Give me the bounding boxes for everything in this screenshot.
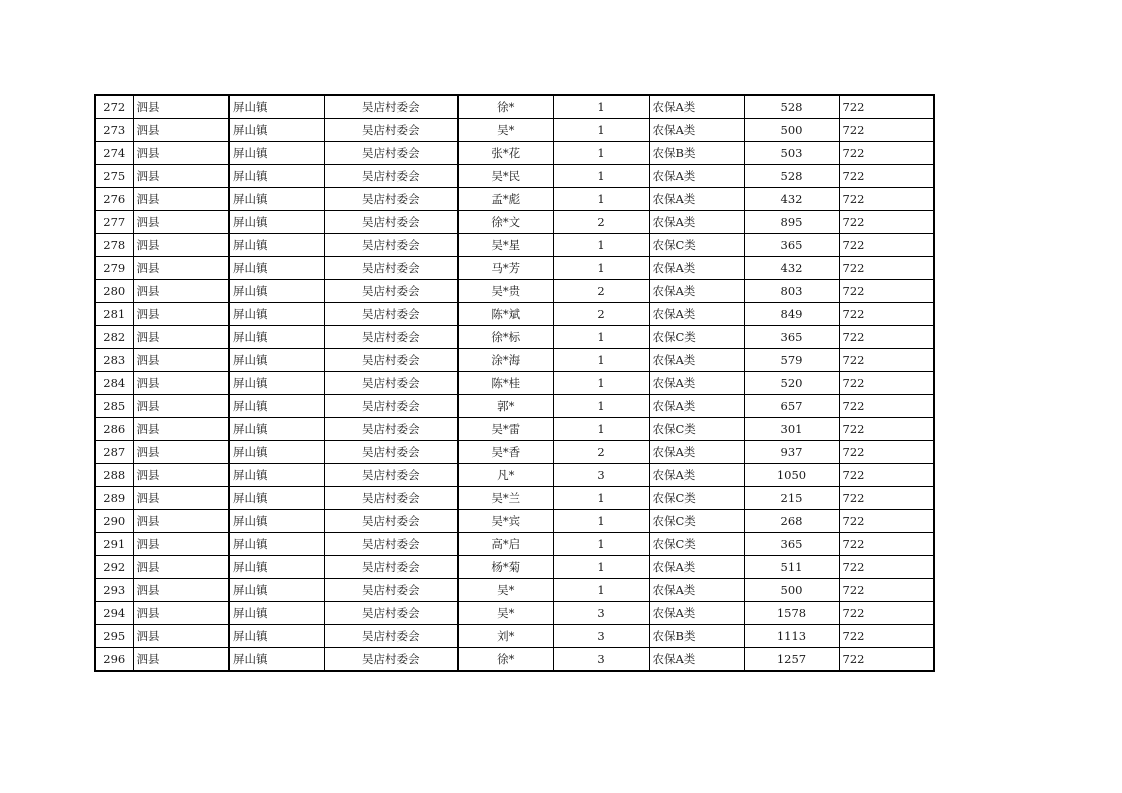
code-cell: 722 — [839, 188, 934, 211]
insurance-type-cell: 农保C类 — [649, 510, 744, 533]
amount-cell: 215 — [744, 487, 839, 510]
code-cell: 722 — [839, 464, 934, 487]
village-committee-cell: 吴店村委会 — [324, 349, 458, 372]
town-cell: 屏山镇 — [229, 188, 324, 211]
code-cell: 722 — [839, 579, 934, 602]
table-row — [95, 349, 934, 372]
name-cell: 吴*民 — [458, 165, 553, 188]
county-cell: 泗县 — [133, 211, 229, 234]
code-cell: 722 — [839, 165, 934, 188]
amount-cell: 365 — [744, 234, 839, 257]
village-committee-cell: 吴店村委会 — [324, 625, 458, 648]
row-number-cell: 286 — [95, 418, 133, 441]
county-cell: 泗县 — [133, 510, 229, 533]
insurance-type-cell: 农保A类 — [649, 579, 744, 602]
amount-cell: 1257 — [744, 648, 839, 672]
insurance-type-cell: 农保A类 — [649, 257, 744, 280]
row-number-cell: 290 — [95, 510, 133, 533]
household-size-cell: 1 — [553, 487, 649, 510]
name-cell: 凡* — [458, 464, 553, 487]
name-cell: 吴*雷 — [458, 418, 553, 441]
name-cell: 吴* — [458, 579, 553, 602]
amount-cell: 528 — [744, 165, 839, 188]
household-size-cell: 3 — [553, 464, 649, 487]
village-committee-cell: 吴店村委会 — [324, 464, 458, 487]
code-cell: 722 — [839, 257, 934, 280]
amount-cell: 268 — [744, 510, 839, 533]
insurance-type-cell: 农保A类 — [649, 211, 744, 234]
county-cell: 泗县 — [133, 349, 229, 372]
town-cell: 屏山镇 — [229, 280, 324, 303]
county-cell: 泗县 — [133, 95, 229, 119]
name-cell: 张*花 — [458, 142, 553, 165]
insurance-type-cell: 农保A类 — [649, 648, 744, 672]
town-cell: 屏山镇 — [229, 303, 324, 326]
code-cell: 722 — [839, 303, 934, 326]
county-cell: 泗县 — [133, 165, 229, 188]
village-committee-cell: 吴店村委会 — [324, 211, 458, 234]
name-cell: 徐* — [458, 95, 553, 119]
household-size-cell: 1 — [553, 142, 649, 165]
row-number-cell: 293 — [95, 579, 133, 602]
village-committee-cell: 吴店村委会 — [324, 510, 458, 533]
row-number-cell: 276 — [95, 188, 133, 211]
county-cell: 泗县 — [133, 372, 229, 395]
household-size-cell: 1 — [553, 234, 649, 257]
town-cell: 屏山镇 — [229, 579, 324, 602]
table-row — [95, 188, 934, 211]
household-size-cell: 1 — [553, 257, 649, 280]
amount-cell: 500 — [744, 579, 839, 602]
town-cell: 屏山镇 — [229, 349, 324, 372]
table-row — [95, 579, 934, 602]
table-row — [95, 280, 934, 303]
county-cell: 泗县 — [133, 533, 229, 556]
town-cell: 屏山镇 — [229, 165, 324, 188]
village-committee-cell: 吴店村委会 — [324, 95, 458, 119]
table-row — [95, 441, 934, 464]
table-body — [95, 95, 934, 671]
county-cell: 泗县 — [133, 280, 229, 303]
insurance-type-cell: 农保A类 — [649, 349, 744, 372]
town-cell: 屏山镇 — [229, 602, 324, 625]
insurance-type-cell: 农保C类 — [649, 533, 744, 556]
name-cell: 吴*香 — [458, 441, 553, 464]
amount-cell: 803 — [744, 280, 839, 303]
code-cell: 722 — [839, 510, 934, 533]
amount-cell: 657 — [744, 395, 839, 418]
code-cell: 722 — [839, 625, 934, 648]
amount-cell: 432 — [744, 188, 839, 211]
row-number-cell: 288 — [95, 464, 133, 487]
table-row — [95, 625, 934, 648]
row-number-cell: 289 — [95, 487, 133, 510]
table-row — [95, 303, 934, 326]
row-number-cell: 279 — [95, 257, 133, 280]
row-number-cell: 295 — [95, 625, 133, 648]
insurance-type-cell: 农保C类 — [649, 234, 744, 257]
amount-cell: 849 — [744, 303, 839, 326]
amount-cell: 365 — [744, 326, 839, 349]
row-number-cell: 277 — [95, 211, 133, 234]
code-cell: 722 — [839, 119, 934, 142]
village-committee-cell: 吴店村委会 — [324, 188, 458, 211]
village-committee-cell: 吴店村委会 — [324, 487, 458, 510]
town-cell: 屏山镇 — [229, 533, 324, 556]
town-cell: 屏山镇 — [229, 119, 324, 142]
table-row — [95, 464, 934, 487]
amount-cell: 937 — [744, 441, 839, 464]
household-size-cell: 1 — [553, 165, 649, 188]
town-cell: 屏山镇 — [229, 326, 324, 349]
name-cell: 吴*贵 — [458, 280, 553, 303]
insurance-type-cell: 农保A类 — [649, 602, 744, 625]
name-cell: 刘* — [458, 625, 553, 648]
code-cell: 722 — [839, 418, 934, 441]
amount-cell: 432 — [744, 257, 839, 280]
town-cell: 屏山镇 — [229, 395, 324, 418]
name-cell: 吴*星 — [458, 234, 553, 257]
code-cell: 722 — [839, 95, 934, 119]
village-committee-cell: 吴店村委会 — [324, 441, 458, 464]
village-committee-cell: 吴店村委会 — [324, 602, 458, 625]
village-committee-cell: 吴店村委会 — [324, 119, 458, 142]
code-cell: 722 — [839, 441, 934, 464]
code-cell: 722 — [839, 280, 934, 303]
county-cell: 泗县 — [133, 257, 229, 280]
table-row — [95, 142, 934, 165]
row-number-cell: 291 — [95, 533, 133, 556]
county-cell: 泗县 — [133, 188, 229, 211]
table-row — [95, 165, 934, 188]
table-row — [95, 395, 934, 418]
code-cell: 722 — [839, 556, 934, 579]
name-cell: 孟*彪 — [458, 188, 553, 211]
name-cell: 徐*文 — [458, 211, 553, 234]
village-committee-cell: 吴店村委会 — [324, 142, 458, 165]
household-size-cell: 1 — [553, 188, 649, 211]
insurance-type-cell: 农保A类 — [649, 303, 744, 326]
table-row — [95, 556, 934, 579]
household-size-cell: 1 — [553, 119, 649, 142]
county-cell: 泗县 — [133, 464, 229, 487]
table-row — [95, 602, 934, 625]
row-number-cell: 280 — [95, 280, 133, 303]
data-table — [94, 94, 935, 672]
county-cell: 泗县 — [133, 441, 229, 464]
code-cell: 722 — [839, 487, 934, 510]
table-row — [95, 119, 934, 142]
town-cell: 屏山镇 — [229, 510, 324, 533]
county-cell: 泗县 — [133, 556, 229, 579]
amount-cell: 520 — [744, 372, 839, 395]
household-size-cell: 1 — [553, 372, 649, 395]
amount-cell: 1113 — [744, 625, 839, 648]
village-committee-cell: 吴店村委会 — [324, 326, 458, 349]
name-cell: 郭* — [458, 395, 553, 418]
town-cell: 屏山镇 — [229, 441, 324, 464]
county-cell: 泗县 — [133, 418, 229, 441]
name-cell: 徐*标 — [458, 326, 553, 349]
row-number-cell: 273 — [95, 119, 133, 142]
village-committee-cell: 吴店村委会 — [324, 579, 458, 602]
amount-cell: 365 — [744, 533, 839, 556]
amount-cell: 1050 — [744, 464, 839, 487]
household-size-cell: 1 — [553, 95, 649, 119]
household-size-cell: 1 — [553, 349, 649, 372]
row-number-cell: 284 — [95, 372, 133, 395]
code-cell: 722 — [839, 326, 934, 349]
name-cell: 陈*斌 — [458, 303, 553, 326]
town-cell: 屏山镇 — [229, 142, 324, 165]
village-committee-cell: 吴店村委会 — [324, 648, 458, 672]
row-number-cell: 278 — [95, 234, 133, 257]
insurance-type-cell: 农保A类 — [649, 280, 744, 303]
household-size-cell: 1 — [553, 579, 649, 602]
row-number-cell: 285 — [95, 395, 133, 418]
county-cell: 泗县 — [133, 602, 229, 625]
town-cell: 屏山镇 — [229, 418, 324, 441]
insurance-type-cell: 农保A类 — [649, 395, 744, 418]
village-committee-cell: 吴店村委会 — [324, 257, 458, 280]
town-cell: 屏山镇 — [229, 211, 324, 234]
town-cell: 屏山镇 — [229, 372, 324, 395]
amount-cell: 895 — [744, 211, 839, 234]
household-size-cell: 1 — [553, 418, 649, 441]
village-committee-cell: 吴店村委会 — [324, 303, 458, 326]
name-cell: 涂*海 — [458, 349, 553, 372]
row-number-cell: 272 — [95, 95, 133, 119]
amount-cell: 1578 — [744, 602, 839, 625]
table-row — [95, 326, 934, 349]
county-cell: 泗县 — [133, 119, 229, 142]
insurance-type-cell: 农保C类 — [649, 418, 744, 441]
village-committee-cell: 吴店村委会 — [324, 418, 458, 441]
insurance-type-cell: 农保B类 — [649, 625, 744, 648]
name-cell: 吴*兰 — [458, 487, 553, 510]
household-size-cell: 1 — [553, 556, 649, 579]
insurance-type-cell: 农保C类 — [649, 326, 744, 349]
insurance-type-cell: 农保A类 — [649, 119, 744, 142]
household-size-cell: 1 — [553, 326, 649, 349]
household-size-cell: 2 — [553, 303, 649, 326]
household-size-cell: 1 — [553, 395, 649, 418]
insurance-type-cell: 农保A类 — [649, 556, 744, 579]
code-cell: 722 — [839, 349, 934, 372]
village-committee-cell: 吴店村委会 — [324, 234, 458, 257]
name-cell: 吴*宾 — [458, 510, 553, 533]
name-cell: 杨*菊 — [458, 556, 553, 579]
insurance-type-cell: 农保B类 — [649, 142, 744, 165]
town-cell: 屏山镇 — [229, 257, 324, 280]
table-row — [95, 533, 934, 556]
household-size-cell: 1 — [553, 510, 649, 533]
code-cell: 722 — [839, 372, 934, 395]
household-size-cell: 2 — [553, 441, 649, 464]
county-cell: 泗县 — [133, 395, 229, 418]
county-cell: 泗县 — [133, 487, 229, 510]
row-number-cell: 282 — [95, 326, 133, 349]
name-cell: 高*启 — [458, 533, 553, 556]
town-cell: 屏山镇 — [229, 234, 324, 257]
amount-cell: 528 — [744, 95, 839, 119]
amount-cell: 301 — [744, 418, 839, 441]
town-cell: 屏山镇 — [229, 556, 324, 579]
row-number-cell: 281 — [95, 303, 133, 326]
code-cell: 722 — [839, 142, 934, 165]
village-committee-cell: 吴店村委会 — [324, 165, 458, 188]
town-cell: 屏山镇 — [229, 95, 324, 119]
name-cell: 吴* — [458, 119, 553, 142]
household-size-cell: 3 — [553, 648, 649, 672]
insurance-type-cell: 农保A类 — [649, 372, 744, 395]
county-cell: 泗县 — [133, 234, 229, 257]
row-number-cell: 275 — [95, 165, 133, 188]
insurance-type-cell: 农保C类 — [649, 487, 744, 510]
table-row — [95, 648, 934, 672]
county-cell: 泗县 — [133, 142, 229, 165]
household-size-cell: 2 — [553, 211, 649, 234]
town-cell: 屏山镇 — [229, 648, 324, 672]
row-number-cell: 283 — [95, 349, 133, 372]
town-cell: 屏山镇 — [229, 464, 324, 487]
county-cell: 泗县 — [133, 303, 229, 326]
code-cell: 722 — [839, 234, 934, 257]
town-cell: 屏山镇 — [229, 625, 324, 648]
village-committee-cell: 吴店村委会 — [324, 395, 458, 418]
household-size-cell: 3 — [553, 625, 649, 648]
county-cell: 泗县 — [133, 326, 229, 349]
county-cell: 泗县 — [133, 625, 229, 648]
row-number-cell: 287 — [95, 441, 133, 464]
name-cell: 徐* — [458, 648, 553, 672]
town-cell: 屏山镇 — [229, 487, 324, 510]
table-row — [95, 211, 934, 234]
code-cell: 722 — [839, 602, 934, 625]
table-row — [95, 510, 934, 533]
amount-cell: 511 — [744, 556, 839, 579]
name-cell: 马*芳 — [458, 257, 553, 280]
table-row — [95, 487, 934, 510]
household-size-cell: 3 — [553, 602, 649, 625]
row-number-cell: 296 — [95, 648, 133, 672]
code-cell: 722 — [839, 395, 934, 418]
household-size-cell: 2 — [553, 280, 649, 303]
code-cell: 722 — [839, 533, 934, 556]
table-row — [95, 418, 934, 441]
code-cell: 722 — [839, 648, 934, 672]
village-committee-cell: 吴店村委会 — [324, 556, 458, 579]
code-cell: 722 — [839, 211, 934, 234]
village-committee-cell: 吴店村委会 — [324, 533, 458, 556]
row-number-cell: 274 — [95, 142, 133, 165]
insurance-type-cell: 农保A类 — [649, 95, 744, 119]
insurance-type-cell: 农保A类 — [649, 165, 744, 188]
village-committee-cell: 吴店村委会 — [324, 372, 458, 395]
insurance-type-cell: 农保A类 — [649, 188, 744, 211]
row-number-cell: 294 — [95, 602, 133, 625]
county-cell: 泗县 — [133, 579, 229, 602]
table-row — [95, 234, 934, 257]
amount-cell: 500 — [744, 119, 839, 142]
household-size-cell: 1 — [553, 533, 649, 556]
village-committee-cell: 吴店村委会 — [324, 280, 458, 303]
table-row — [95, 95, 934, 119]
county-cell: 泗县 — [133, 648, 229, 672]
amount-cell: 503 — [744, 142, 839, 165]
row-number-cell: 292 — [95, 556, 133, 579]
insurance-type-cell: 农保A类 — [649, 464, 744, 487]
name-cell: 吴* — [458, 602, 553, 625]
insurance-type-cell: 农保A类 — [649, 441, 744, 464]
table-row — [95, 257, 934, 280]
amount-cell: 579 — [744, 349, 839, 372]
name-cell: 陈*桂 — [458, 372, 553, 395]
table-row — [95, 372, 934, 395]
